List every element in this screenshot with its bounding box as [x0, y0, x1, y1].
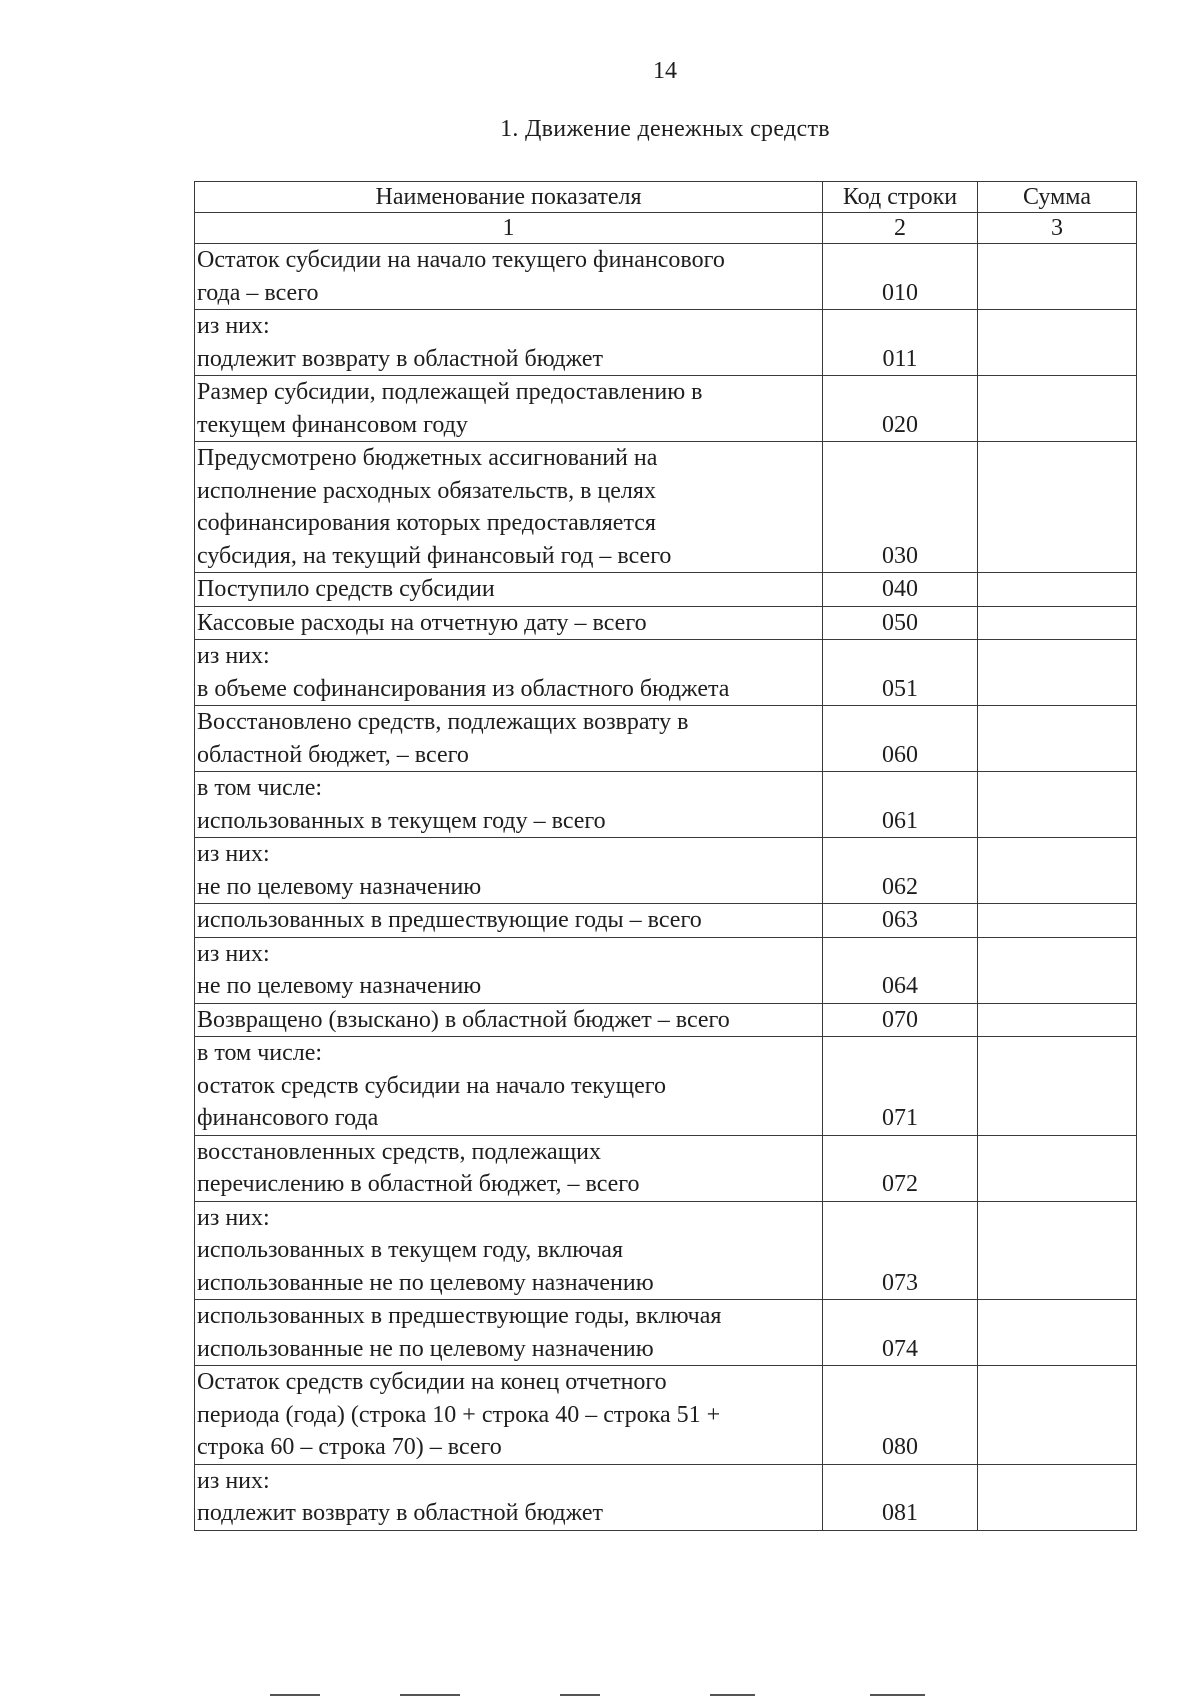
amount-cell [978, 376, 1137, 442]
cash-flow-table [194, 181, 1137, 1531]
indicator-name-line: из них: [197, 1467, 270, 1494]
amount-cell [978, 1003, 1137, 1037]
indicator-name-line: подлежит возврату в областной бюджет [197, 1500, 604, 1526]
indicator-name-cell [195, 706, 823, 772]
line-code-cell: 073 [823, 1201, 978, 1300]
amount-cell [978, 1135, 1137, 1201]
line-code-cell: 030 [823, 442, 978, 573]
header-row [195, 182, 1137, 213]
table-row [195, 244, 1137, 310]
table-row [195, 1464, 1137, 1530]
amount-cell [978, 310, 1137, 376]
amount-cell [978, 1201, 1137, 1300]
indicator-name-cell [195, 1135, 823, 1201]
table-row [195, 1003, 1137, 1037]
table-row [195, 573, 1137, 607]
amount-cell [978, 838, 1137, 904]
line-code-cell: 070 [823, 1003, 978, 1037]
table-row [195, 838, 1137, 904]
table-row [195, 937, 1137, 1003]
line-code-cell: 061 [823, 772, 978, 838]
indicator-name-line: остаток средств субсидии на начало текущего [197, 1072, 666, 1099]
table-row [195, 1366, 1137, 1465]
indicator-name-line: Размер субсидии, подлежащей предоставлению в [197, 379, 703, 405]
section-title: 1. Движение денежных средств [500, 116, 830, 142]
table-body [195, 244, 1137, 1531]
indicator-name-line: из них: [197, 643, 270, 669]
indicator-name-line: Поступило средств субсидии [197, 576, 495, 602]
line-code-cell: 062 [823, 838, 978, 904]
indicator-name-cell [195, 1201, 823, 1300]
line-code-cell: 080 [823, 1366, 978, 1465]
line-code-cell: 081 [823, 1464, 978, 1530]
indicator-name-line: из них: [197, 1204, 270, 1231]
table-row [195, 310, 1137, 376]
line-code-cell: 064 [823, 937, 978, 1003]
indicator-name-line: в том числе: [197, 775, 323, 801]
indicator-name-cell [195, 244, 823, 310]
indicator-name-line: областной бюджет, – всего [197, 741, 469, 768]
line-code-cell: 010 [823, 244, 978, 310]
indicator-name-line: из них: [197, 313, 270, 339]
indicator-name-cell [195, 606, 823, 640]
indicator-name-line: использованных в предшествующие годы – всего [197, 907, 702, 933]
header-indicator-name: Наименование показателя [195, 182, 823, 213]
indicator-name-cell [195, 1464, 823, 1530]
column-number-2: 2 [823, 213, 978, 244]
indicator-name-cell [195, 772, 823, 838]
table-header [195, 182, 1137, 244]
indicator-name-cell [195, 376, 823, 442]
indicator-name-cell [195, 937, 823, 1003]
header-amount: Сумма [978, 182, 1137, 213]
line-code-cell: 071 [823, 1037, 978, 1136]
indicator-name-line: не по целевому назначению [197, 973, 482, 999]
indicator-name-line: текущем финансовом году [197, 411, 468, 438]
indicator-name-line: Восстановлено средств, подлежащих возврату в [197, 709, 689, 735]
indicator-name-line: в том числе: [197, 1040, 323, 1066]
header-line-code: Код строки [823, 182, 978, 213]
indicator-name-line: в объеме софинансирования из областного бюджета [197, 675, 730, 702]
indicator-name-cell [195, 310, 823, 376]
indicator-name-line: использованные не по целевому назначению [197, 1269, 654, 1296]
indicator-name-line: из них: [197, 841, 270, 867]
page-number: 14 [653, 58, 677, 84]
indicator-name-line: перечислению в областной бюджет, – всего [197, 1171, 640, 1197]
amount-cell [978, 1464, 1137, 1530]
indicator-name-line: Возвращено (взыскано) в областной бюджет – всего [197, 1006, 730, 1033]
amount-cell [978, 937, 1137, 1003]
table-row [195, 772, 1137, 838]
line-code-cell: 011 [823, 310, 978, 376]
column-number-1: 1 [195, 213, 823, 244]
table-row [195, 1300, 1137, 1366]
indicator-name-cell [195, 640, 823, 706]
indicator-name-cell [195, 904, 823, 938]
indicator-name-line: восстановленных средств, подлежащих [197, 1138, 602, 1165]
indicator-name-line: Остаток средств субсидии на конец отчетного [197, 1369, 667, 1395]
table-row [195, 1135, 1137, 1201]
amount-cell [978, 606, 1137, 640]
line-code-cell: 063 [823, 904, 978, 938]
indicator-name-line: из них: [197, 940, 270, 967]
amount-cell [978, 1037, 1137, 1136]
indicator-name-cell [195, 573, 823, 607]
indicator-name-line: финансового года [197, 1105, 379, 1131]
indicator-name-line: Остаток субсидии на начало текущего финансового [197, 247, 725, 273]
line-code-cell: 040 [823, 573, 978, 607]
indicator-name-cell [195, 838, 823, 904]
line-code-cell: 020 [823, 376, 978, 442]
indicator-name-cell [195, 442, 823, 573]
amount-cell [978, 1366, 1137, 1465]
indicator-name-line: софинансирования которых предоставляется [197, 510, 656, 536]
indicator-name-line: использованных в текущем году – всего [197, 807, 606, 834]
indicator-name-line: использованных в предшествующие годы, включая [197, 1303, 722, 1329]
amount-cell [978, 706, 1137, 772]
amount-cell [978, 442, 1137, 573]
indicator-name-line: не по целевому назначению [197, 873, 482, 900]
table-row [195, 904, 1137, 938]
table-row [195, 640, 1137, 706]
indicator-name-line: исполнение расходных обязательств, в целях [197, 477, 656, 504]
indicator-name-line: подлежит возврату в областной бюджет [197, 345, 604, 372]
amount-cell [978, 640, 1137, 706]
table-row [195, 376, 1137, 442]
amount-cell [978, 244, 1137, 310]
column-number-row [195, 213, 1137, 244]
line-code-cell: 072 [823, 1135, 978, 1201]
indicator-name-line: использованные не по целевому назначению [197, 1335, 654, 1362]
amount-cell [978, 573, 1137, 607]
table-row [195, 1037, 1137, 1136]
indicator-name-cell [195, 1300, 823, 1366]
table-row [195, 606, 1137, 640]
indicator-name-line: строка 60 – строка 70) – всего [197, 1434, 502, 1460]
line-code-cell: 060 [823, 706, 978, 772]
indicator-name-line: периода (года) (строка 10 + строка 40 – строка 51 + [197, 1401, 721, 1428]
amount-cell [978, 772, 1137, 838]
line-code-cell: 051 [823, 640, 978, 706]
table-row [195, 706, 1137, 772]
amount-cell [978, 904, 1137, 938]
amount-cell [978, 1300, 1137, 1366]
column-number-3: 3 [978, 213, 1137, 244]
indicator-name-cell [195, 1366, 823, 1465]
indicator-name-line: Предусмотрено бюджетных ассигнований на [197, 445, 658, 471]
indicator-name-line: субсидия, на текущий финансовый год – всего [197, 542, 672, 569]
indicator-name-line: использованных в текущем году, включая [197, 1237, 623, 1263]
indicator-name-line: Кассовые расходы на отчетную дату – всего [197, 609, 647, 636]
line-code-cell: 074 [823, 1300, 978, 1366]
indicator-name-cell [195, 1037, 823, 1136]
indicator-name-line: года – всего [197, 279, 319, 306]
footer-scan-marks [270, 1694, 1070, 1698]
table-row [195, 1201, 1137, 1300]
table-row [195, 442, 1137, 573]
indicator-name-cell [195, 1003, 823, 1037]
line-code-cell: 050 [823, 606, 978, 640]
